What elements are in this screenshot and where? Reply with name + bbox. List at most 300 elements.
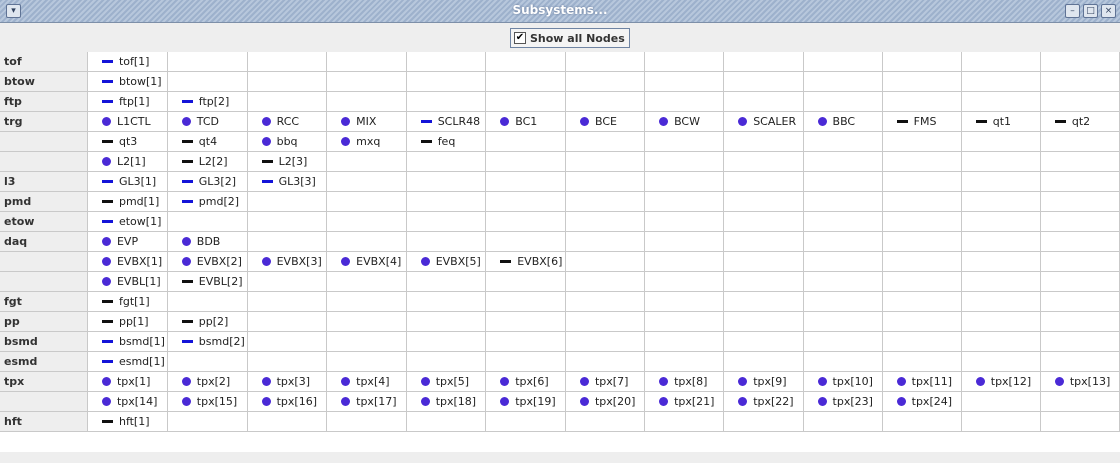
- empty-cell: [645, 292, 724, 312]
- node-item[interactable]: [88, 112, 167, 131]
- table-row: [0, 272, 1120, 292]
- empty-cell: [167, 52, 247, 72]
- empty-cell: [724, 212, 803, 232]
- node-cell: [486, 252, 566, 272]
- node-item[interactable]: [88, 352, 167, 371]
- subsystem-label: ftp: [0, 92, 87, 112]
- node-item[interactable]: [327, 252, 406, 271]
- node-cell: [327, 252, 407, 272]
- node-dash-icon: [102, 360, 113, 363]
- node-item[interactable]: [168, 392, 247, 411]
- node-item[interactable]: [88, 292, 167, 311]
- node-cell: [724, 112, 803, 132]
- empty-cell: [961, 392, 1040, 412]
- node-item[interactable]: [88, 72, 167, 91]
- node-item[interactable]: [327, 112, 406, 131]
- empty-cell: [565, 192, 644, 212]
- close-icon[interactable]: ×: [1101, 4, 1116, 18]
- empty-cell: [486, 192, 566, 212]
- node-label: TCD: [196, 115, 220, 128]
- empty-cell: [645, 332, 724, 352]
- node-item[interactable]: [168, 132, 247, 151]
- table-row: [0, 372, 1120, 392]
- empty-cell: [961, 152, 1040, 172]
- subsystem-label: daq: [0, 232, 87, 252]
- empty-cell: [247, 212, 327, 232]
- node-dot-icon: [897, 377, 906, 386]
- node-dot-icon: [421, 377, 430, 386]
- table-row: [0, 332, 1120, 352]
- node-item[interactable]: [168, 192, 247, 211]
- node-label: EVBX[1]: [116, 255, 163, 268]
- empty-cell: [486, 232, 566, 252]
- empty-cell: [406, 72, 486, 92]
- node-cell: [803, 392, 882, 412]
- node-label: tpx[24]: [911, 395, 953, 408]
- empty-cell: [486, 52, 566, 72]
- node-item[interactable]: [248, 112, 327, 131]
- empty-cell: [961, 52, 1040, 72]
- node-item[interactable]: [724, 372, 802, 391]
- node-item[interactable]: [407, 252, 486, 271]
- node-label: tpx[19]: [515, 395, 556, 408]
- node-dot-icon: [102, 397, 111, 406]
- empty-cell: [406, 352, 486, 372]
- table-row: [0, 252, 1120, 272]
- table-row: [0, 292, 1120, 312]
- node-item[interactable]: [962, 112, 1040, 131]
- empty-cell: [803, 412, 882, 432]
- empty-cell: [327, 272, 407, 292]
- node-cell: [247, 172, 327, 192]
- node-dot-icon: [262, 257, 271, 266]
- node-item[interactable]: [724, 112, 802, 131]
- empty-cell: [961, 292, 1040, 312]
- empty-cell: [486, 332, 566, 352]
- empty-cell: [406, 52, 486, 72]
- node-item[interactable]: [248, 252, 327, 271]
- node-dash-icon: [182, 160, 193, 163]
- node-label: fgt[1]: [118, 295, 150, 308]
- empty-cell: [1040, 72, 1119, 92]
- node-dot-icon: [341, 137, 350, 146]
- node-label: EVBX[2]: [196, 255, 242, 268]
- node-item[interactable]: [168, 152, 247, 171]
- node-label: tpx[13]: [1069, 375, 1111, 388]
- node-cell: [87, 132, 167, 152]
- empty-cell: [247, 332, 327, 352]
- node-item[interactable]: [645, 372, 723, 391]
- node-dash-icon: [102, 200, 113, 203]
- node-cell: [247, 392, 327, 412]
- node-item[interactable]: [883, 112, 961, 131]
- empty-cell: [645, 92, 724, 112]
- node-item[interactable]: [88, 52, 167, 71]
- empty-cell: [724, 412, 803, 432]
- table-row: [0, 132, 1120, 152]
- node-cell: [327, 372, 407, 392]
- node-cell: [247, 252, 327, 272]
- empty-cell: [327, 52, 407, 72]
- empty-cell: [565, 252, 644, 272]
- checkbox-checked-icon[interactable]: ✔: [515, 32, 525, 43]
- node-dot-icon: [738, 117, 747, 126]
- node-item[interactable]: [88, 412, 167, 431]
- node-dot-icon: [500, 397, 509, 406]
- empty-cell: [247, 72, 327, 92]
- empty-cell: [961, 312, 1040, 332]
- empty-cell: [1040, 352, 1119, 372]
- node-cell: [1040, 112, 1119, 132]
- subsystem-label: pp: [0, 312, 87, 332]
- empty-cell: [645, 212, 724, 232]
- node-dash-icon: [182, 100, 193, 103]
- subsystem-label: bsmd: [0, 332, 87, 352]
- empty-cell: [1040, 132, 1119, 152]
- node-item[interactable]: [88, 332, 167, 351]
- table-row: [0, 72, 1120, 92]
- node-cell: [247, 372, 327, 392]
- node-cell: [327, 132, 407, 152]
- node-cell: [486, 112, 566, 132]
- node-label: EVBX[6]: [517, 255, 563, 268]
- node-dot-icon: [421, 257, 430, 266]
- node-item[interactable]: [248, 392, 327, 411]
- node-cell: [167, 152, 247, 172]
- node-item[interactable]: [88, 172, 167, 191]
- node-cell: [87, 352, 167, 372]
- node-cell: [167, 332, 247, 352]
- node-item[interactable]: [88, 132, 167, 151]
- empty-cell: [803, 292, 882, 312]
- subsystem-label: tpx: [0, 372, 87, 392]
- empty-cell: [961, 232, 1040, 252]
- table-row: [0, 52, 1120, 72]
- node-item[interactable]: [168, 172, 247, 191]
- node-item[interactable]: [168, 372, 247, 391]
- table-row: [0, 212, 1120, 232]
- empty-cell: [645, 412, 724, 432]
- node-dash-icon: [897, 120, 908, 123]
- node-item[interactable]: [88, 392, 167, 411]
- node-cell: [87, 372, 167, 392]
- node-item[interactable]: [407, 112, 486, 131]
- node-cell: [87, 192, 167, 212]
- window-menu-icon[interactable]: ▾: [6, 4, 21, 18]
- node-cell: [87, 152, 167, 172]
- empty-cell: [565, 52, 644, 72]
- empty-cell: [1040, 192, 1119, 212]
- node-item[interactable]: [327, 372, 406, 391]
- node-cell: [87, 212, 167, 232]
- node-item[interactable]: [88, 212, 167, 231]
- node-cell: [645, 112, 724, 132]
- node-cell: [87, 172, 167, 192]
- node-item[interactable]: [407, 372, 486, 391]
- empty-cell: [486, 352, 566, 372]
- empty-cell: [406, 152, 486, 172]
- node-dash-icon: [102, 180, 113, 183]
- empty-cell: [565, 132, 644, 152]
- node-dot-icon: [818, 377, 827, 386]
- node-item[interactable]: [168, 112, 247, 131]
- node-item[interactable]: [407, 392, 486, 411]
- node-cell: [87, 112, 167, 132]
- node-item[interactable]: [168, 232, 247, 251]
- empty-cell: [1040, 232, 1119, 252]
- node-dot-icon: [659, 117, 668, 126]
- node-cell: [961, 112, 1040, 132]
- node-cell: [87, 92, 167, 112]
- empty-cell: [327, 292, 407, 312]
- node-cell: [167, 92, 247, 112]
- empty-cell: [724, 232, 803, 252]
- table-row: [0, 112, 1120, 132]
- empty-cell: [645, 312, 724, 332]
- title-bar[interactable]: [0, 0, 1120, 23]
- node-item[interactable]: [248, 372, 327, 391]
- node-label: ftp[1]: [118, 95, 150, 108]
- node-label: tpx[3]: [276, 375, 310, 388]
- empty-cell: [327, 72, 407, 92]
- node-cell: [167, 112, 247, 132]
- node-cell: [406, 372, 486, 392]
- node-item[interactable]: [327, 392, 406, 411]
- empty-cell: [247, 272, 327, 292]
- subsystem-label: fgt: [0, 292, 87, 312]
- empty-cell: [565, 272, 644, 292]
- empty-cell: [247, 352, 327, 372]
- node-label: BC1: [515, 115, 538, 128]
- empty-cell: [406, 332, 486, 352]
- empty-cell: [1040, 312, 1119, 332]
- empty-cell: [645, 232, 724, 252]
- empty-cell: [327, 352, 407, 372]
- empty-cell: [882, 152, 961, 172]
- empty-cell: [645, 72, 724, 92]
- node-item[interactable]: [88, 192, 167, 211]
- node-item[interactable]: [1041, 372, 1119, 391]
- empty-cell: [882, 252, 961, 272]
- empty-cell: [247, 412, 327, 432]
- node-item[interactable]: [883, 392, 961, 411]
- empty-cell: [1040, 172, 1119, 192]
- node-item[interactable]: [248, 132, 327, 151]
- node-label: tpx[1]: [116, 375, 151, 388]
- node-cell: [167, 192, 247, 212]
- empty-cell: [327, 192, 407, 212]
- node-cell: [167, 172, 247, 192]
- empty-cell: [406, 92, 486, 112]
- empty-cell: [486, 292, 566, 312]
- node-item[interactable]: [645, 112, 723, 131]
- empty-cell: [961, 412, 1040, 432]
- node-label: EVBX[4]: [356, 255, 402, 268]
- node-cell: [87, 252, 167, 272]
- empty-cell: [565, 412, 644, 432]
- empty-cell: [327, 172, 407, 192]
- empty-cell: [565, 312, 644, 332]
- node-label: qt4: [198, 135, 218, 148]
- node-item[interactable]: [724, 392, 802, 411]
- node-label: L2[2]: [198, 155, 228, 168]
- node-dot-icon: [818, 117, 827, 126]
- node-cell: [724, 392, 803, 412]
- node-item[interactable]: [486, 252, 565, 271]
- node-item[interactable]: [248, 172, 327, 191]
- node-item[interactable]: [88, 312, 167, 331]
- node-dot-icon: [1055, 377, 1064, 386]
- empty-cell: [565, 332, 644, 352]
- empty-cell: [645, 132, 724, 152]
- node-label: L1CTL: [116, 115, 151, 128]
- node-item[interactable]: [88, 372, 167, 391]
- node-item[interactable]: [327, 132, 406, 151]
- node-label: esmd[1]: [118, 355, 165, 368]
- empty-cell: [961, 212, 1040, 232]
- node-dot-icon: [102, 237, 111, 246]
- node-label: tpx[15]: [196, 395, 238, 408]
- node-item[interactable]: [962, 372, 1040, 391]
- empty-cell: [961, 172, 1040, 192]
- node-item[interactable]: [168, 92, 247, 111]
- node-cell: [247, 132, 327, 152]
- node-item[interactable]: [1041, 112, 1119, 131]
- node-dash-icon: [102, 320, 113, 323]
- node-cell: [645, 372, 724, 392]
- maximize-icon[interactable]: □: [1083, 4, 1098, 18]
- node-item[interactable]: [486, 392, 565, 411]
- node-item[interactable]: [168, 312, 247, 331]
- empty-cell: [724, 312, 803, 332]
- node-dot-icon: [262, 137, 271, 146]
- node-dash-icon: [102, 100, 113, 103]
- node-cell: [961, 372, 1040, 392]
- empty-cell: [167, 352, 247, 372]
- node-item[interactable]: [88, 92, 167, 111]
- empty-cell: [1040, 92, 1119, 112]
- empty-cell: [406, 292, 486, 312]
- node-dot-icon: [182, 237, 191, 246]
- empty-cell: [724, 192, 803, 212]
- empty-cell: [961, 272, 1040, 292]
- node-dot-icon: [102, 377, 111, 386]
- node-dash-icon: [421, 120, 432, 123]
- empty-cell: [961, 92, 1040, 112]
- node-dash-icon: [102, 420, 113, 423]
- node-dot-icon: [262, 397, 271, 406]
- node-cell: [1040, 372, 1119, 392]
- empty-cell: [1040, 392, 1119, 412]
- node-label: RCC: [276, 115, 300, 128]
- node-label: EVP: [116, 235, 139, 248]
- node-item[interactable]: [168, 332, 247, 351]
- empty-cell: [167, 72, 247, 92]
- empty-cell: [327, 332, 407, 352]
- node-item[interactable]: [168, 252, 247, 271]
- node-label: BBC: [832, 115, 856, 128]
- subsystem-label: btow: [0, 72, 87, 92]
- node-item[interactable]: [804, 392, 882, 411]
- node-item[interactable]: [566, 392, 644, 411]
- node-cell: [724, 372, 803, 392]
- table-row: [0, 312, 1120, 332]
- node-item[interactable]: [486, 112, 565, 131]
- empty-cell: [167, 212, 247, 232]
- show-all-nodes-checkbox[interactable]: [510, 28, 630, 48]
- node-dot-icon: [421, 397, 430, 406]
- node-item[interactable]: [88, 232, 167, 251]
- node-dot-icon: [341, 377, 350, 386]
- node-cell: [565, 112, 644, 132]
- node-cell: [87, 312, 167, 332]
- node-item[interactable]: [566, 372, 644, 391]
- empty-cell: [961, 132, 1040, 152]
- node-label: MIX: [356, 115, 377, 128]
- subsystem-label: l3: [0, 172, 87, 192]
- node-item[interactable]: [486, 372, 565, 391]
- empty-cell: [724, 152, 803, 172]
- node-cell: [803, 112, 882, 132]
- node-label: pmd[1]: [118, 195, 160, 208]
- minimize-icon[interactable]: –: [1065, 4, 1080, 18]
- empty-cell: [167, 412, 247, 432]
- empty-cell: [882, 412, 961, 432]
- node-dash-icon: [102, 300, 113, 303]
- empty-cell: [724, 52, 803, 72]
- node-label: tpx[18]: [435, 395, 477, 408]
- node-item[interactable]: [645, 392, 723, 411]
- empty-cell: [327, 92, 407, 112]
- node-dot-icon: [818, 397, 827, 406]
- node-label: EVBL[2]: [198, 275, 243, 288]
- empty-cell: [167, 292, 247, 312]
- node-item[interactable]: [566, 112, 644, 131]
- empty-cell: [406, 192, 486, 212]
- node-label: EVBL[1]: [116, 275, 161, 288]
- node-label: GL3[2]: [198, 175, 237, 188]
- node-item[interactable]: [804, 112, 882, 131]
- node-item[interactable]: [804, 372, 882, 391]
- node-item[interactable]: [88, 272, 167, 291]
- node-item[interactable]: [168, 272, 247, 291]
- empty-cell: [1040, 152, 1119, 172]
- node-label: hft[1]: [118, 415, 150, 428]
- node-label: BDB: [196, 235, 221, 248]
- node-item[interactable]: [248, 152, 327, 171]
- empty-cell: [1040, 212, 1119, 232]
- node-cell: [565, 372, 644, 392]
- node-item[interactable]: [883, 372, 961, 391]
- node-label: SCALER: [753, 115, 797, 128]
- node-dash-icon: [182, 320, 193, 323]
- empty-cell: [724, 352, 803, 372]
- node-item[interactable]: [88, 152, 167, 171]
- empty-cell: [247, 312, 327, 332]
- empty-cell: [645, 352, 724, 372]
- empty-cell: [327, 152, 407, 172]
- node-dash-icon: [102, 60, 113, 63]
- node-cell: [87, 292, 167, 312]
- empty-cell: [882, 192, 961, 212]
- window-bottom-edge: [0, 452, 1120, 463]
- node-item[interactable]: [88, 252, 167, 271]
- node-label: tpx[8]: [674, 375, 708, 388]
- node-cell: [167, 252, 247, 272]
- empty-cell: [406, 212, 486, 232]
- node-dash-icon: [262, 160, 273, 163]
- node-item[interactable]: [407, 132, 486, 151]
